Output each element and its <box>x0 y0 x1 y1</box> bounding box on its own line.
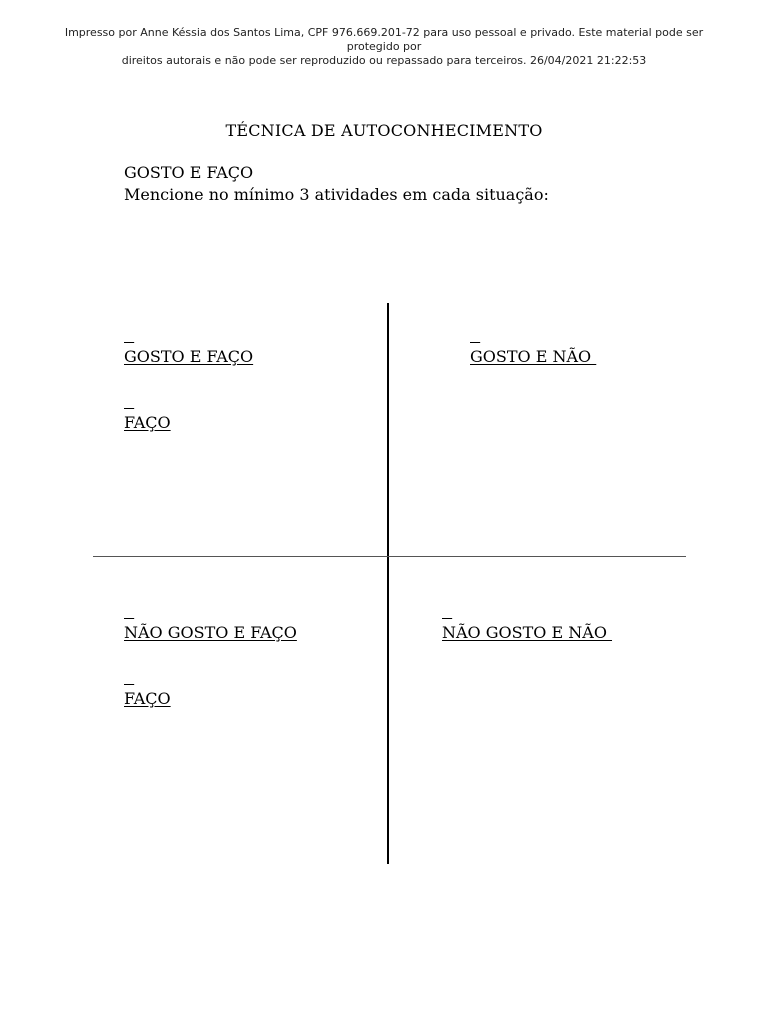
document-title: TÉCNICA DE AUTOCONHECIMENTO <box>225 121 543 140</box>
watermark-line-1: Impresso por Anne Késsia dos Santos Lima, CPF 976.669.201-72 para uso pessoal e privado. Este material pode ser protegido por <box>64 26 704 53</box>
horizontal-divider <box>93 556 686 557</box>
section-heading: GOSTO E FAÇO <box>124 163 254 182</box>
watermark-line-2: direitos autorais e não pode ser reproduzido ou repassado para terceiros. 26/04/2021 21:22:53 <box>121 54 647 67</box>
quadrant-top-left-line-1: GOSTO E FAÇO <box>124 347 254 366</box>
quadrant-bottom-left-line-2: FAÇO <box>124 689 171 708</box>
quadrant-bottom-left-label <box>124 578 297 732</box>
quadrant-top-left-label <box>124 302 253 456</box>
quadrant-bottom-left-line-1: NÃO GOSTO E FAÇO <box>124 623 297 642</box>
copyright-watermark <box>40 26 728 68</box>
quadrant-top-right-label <box>470 302 596 390</box>
vertical-divider <box>387 303 389 864</box>
instructions-block <box>124 162 549 206</box>
instruction-text: Mencione no mínimo 3 atividades em cada situação: <box>124 185 549 204</box>
quadrant-bottom-right-label <box>442 578 612 666</box>
quadrant-top-left-line-2: FAÇO <box>124 413 171 432</box>
quadrant-bottom-right-line-1: NÃO GOSTO E NÃO <box>442 623 613 642</box>
quadrant-top-right-line-1: GOSTO E NÃO <box>470 347 597 366</box>
